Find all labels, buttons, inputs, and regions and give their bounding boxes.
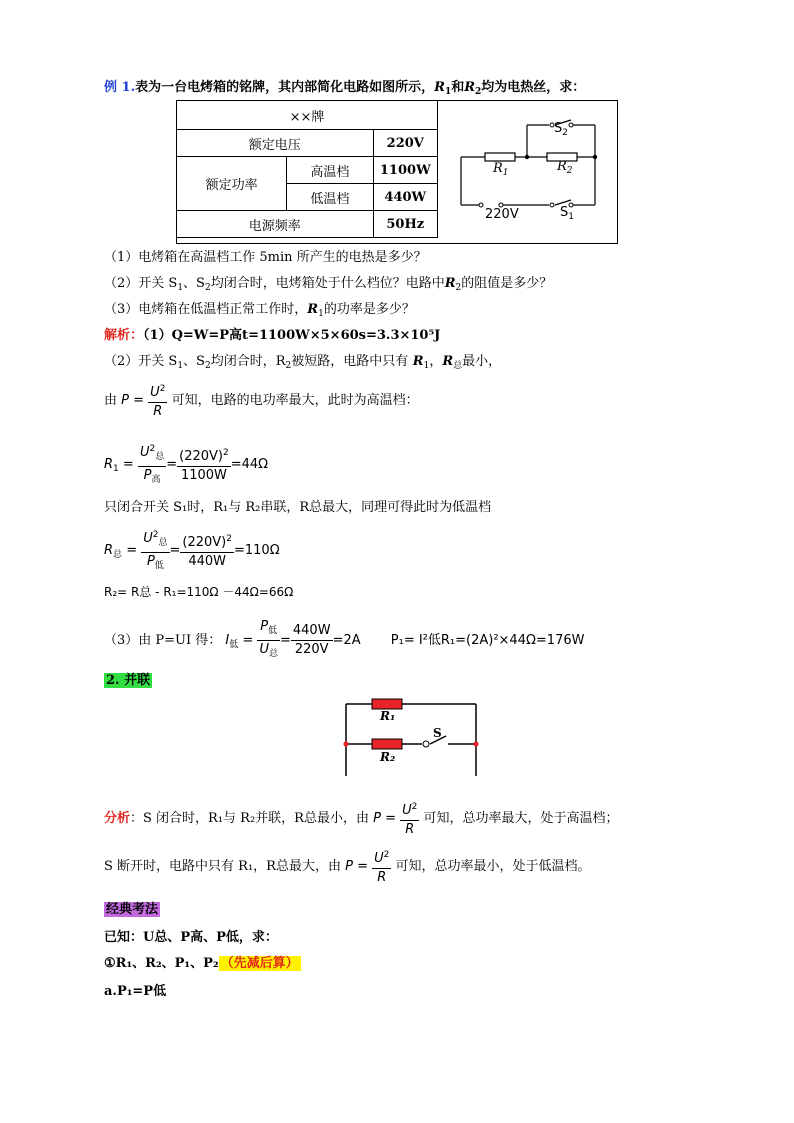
equation-rtotal: $R_总$ = $\frac{U^2_总}{P_低}$ = $\frac{(220V)^2}{440W}$ =110Ω <box>104 526 280 575</box>
example-text: 表为一台电烤箱的铭牌，其内部简化电路如图所示， <box>135 80 435 95</box>
frequency-label: 电源频率 <box>177 211 374 238</box>
resistor-r1 <box>372 699 402 709</box>
equation-r1: $R_1$ = $\frac{U^2_总}{P_高}$ = $\frac{(220V)^2}{1100W}$ =44Ω <box>104 440 268 489</box>
and-text: 和 <box>451 80 465 95</box>
low-temp-value: 440W <box>373 184 437 211</box>
r1-symbol: R <box>434 80 445 95</box>
question-2: （2）开关 $S_1$、$S_2$均闭合时，电烤箱处于什么档位？电路中$R_2$的阻值是多少？ <box>104 276 553 293</box>
resistor-r2 <box>372 739 402 749</box>
example-suffix: 均为电热丝，求： <box>481 80 586 95</box>
example-heading: 例 1.表为一台电烤箱的铭牌，其内部简化电路如图所示，$R_1$和$R_2$均为电热丝，求： <box>104 80 586 97</box>
rated-power-label: 额定功率 <box>177 157 287 211</box>
s1-label: $S_1$ <box>560 205 574 222</box>
analysis-label: 分析 <box>104 811 131 826</box>
solution-line-1: 解析：（1）Q=W=P高t=1100W×5×60s=3.3×10⁵J <box>104 328 441 343</box>
oven-circuit-diagram <box>439 101 617 243</box>
junction-dot-left <box>525 155 529 159</box>
parallel-r2-label: R₂ <box>380 750 396 764</box>
solution-line-5: R₂= R总 - R₁=110Ω －44Ω=66Ω <box>104 585 294 599</box>
high-temp-value: 1100W <box>373 157 437 184</box>
question-3: （3）电烤箱在低温档正常工作时，$R_1$的功率是多少？ <box>104 302 415 319</box>
classic-item-a: a.P₁=P低 <box>104 984 167 999</box>
parallel-switch-label: S <box>433 726 442 740</box>
subtract-first-note: （先减后算） <box>220 956 299 971</box>
parallel-circuit-diagram <box>338 690 484 782</box>
voltage-label: 220V <box>485 207 519 222</box>
classic-label: 经典考法 <box>106 902 159 917</box>
solution-line-3: 由 P = $\frac{U^2}{R}$ 可知，电路的电功率最大，此时为高温档： <box>104 380 419 421</box>
section-2-title: 2. 并联 <box>106 673 151 688</box>
r2-label: $R_2$ <box>557 159 573 176</box>
solution-line-2: （2）开关 $S_1$、$S_2$均闭合时，$R_2$被短路，电路中只有 $R_1$，$R_总$最小， <box>104 354 502 371</box>
junction-dot-right <box>593 155 597 159</box>
r2-symbol: R <box>464 80 476 95</box>
classic-known: 已知：U总、P高、P低，求： <box>104 930 278 945</box>
analysis-line-1: 分析：S 闭合时，R₁与 R₂并联，R总最小，由 P = $\frac{U^2}{R}$ 可知，总功率最大，处于高温档； <box>104 798 619 839</box>
parallel-r1-label: R₁ <box>380 709 396 723</box>
analysis-line-2: S 断开时，电路中只有 R₁，R总最大，由 P = $\frac{U^2}{R}$ 可知，总功率最小，处于低温档。 <box>104 846 591 887</box>
rated-voltage-label: 额定电压 <box>177 130 374 157</box>
frequency-value: 50Hz <box>373 211 437 238</box>
r1-label: $R_1$ <box>493 161 509 178</box>
brand-cell: ××牌 <box>177 101 438 130</box>
classic-item-1: ①R₁、R₂、P₁、P₂ （先减后算） <box>104 956 299 971</box>
low-temp-label: 低温档 <box>287 184 373 211</box>
equation-p1: P₁= I²低R₁=(2A)²×44Ω=176W <box>390 633 585 648</box>
nameplate-table <box>176 100 438 238</box>
solution-line-4: 只闭合开关 S₁时，R₁与 R₂串联，R总最大，同理可得此时为低温档 <box>104 500 492 515</box>
example-number: 例 1. <box>104 80 136 95</box>
high-temp-label: 高温档 <box>287 157 373 184</box>
nameplate-frame <box>176 100 618 244</box>
rated-voltage-value: 220V <box>373 130 437 157</box>
solution-label: 解析 <box>104 328 131 343</box>
question-1: （1）电烤箱在高温档工作 5min 所产生的电热是多少？ <box>104 250 427 265</box>
solution-line-6: （3）由 P=UI 得： $I_低$ = $\frac{P_低}{U_总}$ = $\frac{440W}{220V}$ =2A P₁= I²低R₁=(2A)²×44Ω=176W <box>104 619 585 659</box>
s2-label: $S_2$ <box>554 121 568 138</box>
